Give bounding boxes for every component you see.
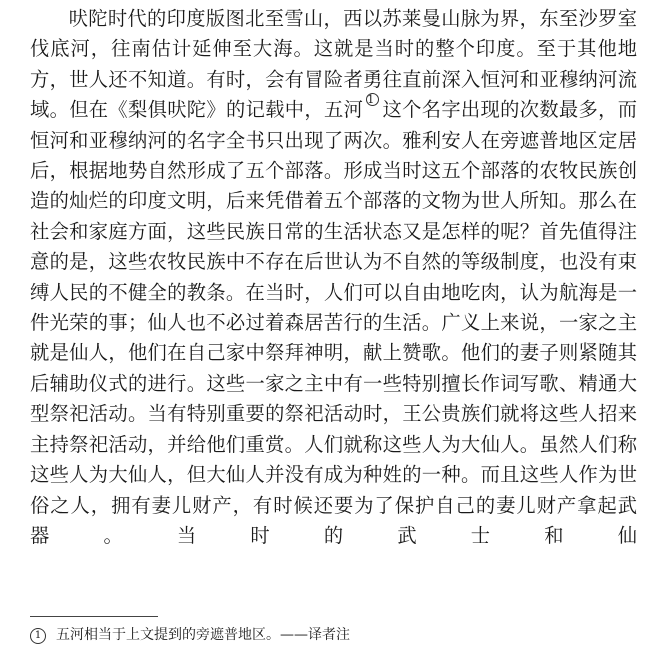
footnote — [30, 626, 630, 644]
footnote-divider — [30, 616, 158, 617]
paragraph-text-part1: 吠陀时代的印度版图北至雪山，西以苏莱曼山脉为界，东至沙罗室伐底河，往南估计延伸至大海。这就是当时的整个印度。至于其他地方，世人还不知道。有时，会有冒险者勇往直前深入恒河和亚穆纳河流域。但在《梨俱吠陀》的记载中，五河 — [30, 7, 637, 122]
footnote-mark: 1 — [30, 628, 46, 644]
footnote-reference[interactable]: 1 — [366, 93, 379, 106]
paragraph — [30, 4, 637, 551]
body-text — [30, 4, 637, 551]
paragraph-text-part2: 这个名字出现的次数最多，而恒河和亚穆纳河的名字全书只出现了两次。雅利安人在旁遮普地区定居后，根据地势自然形成了五个部落。形成当时这五个部落的农牧民族创造的灿烂的印度文明，后来凭借着五个部落的文物为世人所知。那么在社会和家庭方面，这些民族日常的生活状态又是怎样的呢？首先值得注意的是，这些农牧民族中不存在后世认为不自然的等级制度，也没有束缚人民的不健全的教条。在当时，人们可以自由地吃肉，认为航海是一件光荣的事；仙人也不必过着森居苦行的生活。广义上来说，一家之主就是仙人，他们在自己家中祭拜神明，献上赞歌。他们的妻子则紧随其后辅助仪式的进行。这些一家之主中有一些特别擅长作词写歌、精通大型祭祀活动。当有特别重要的祭祀活动时，王公贵族们就将这些人招来主持祭祀活动，并给他们重赏。人们就称这些人为大仙人。虽然人们称这些人为大仙人，但大仙人并没有成为种姓的一种。而且这些人作为世俗之人，拥有妻儿财产，有时候还要为了保护自己的妻儿财产拿起武器。当时的武士和仙 — [30, 98, 638, 547]
footnote-text: 五河相当于上文提到的旁遮普地区。——译者注 — [56, 627, 350, 643]
